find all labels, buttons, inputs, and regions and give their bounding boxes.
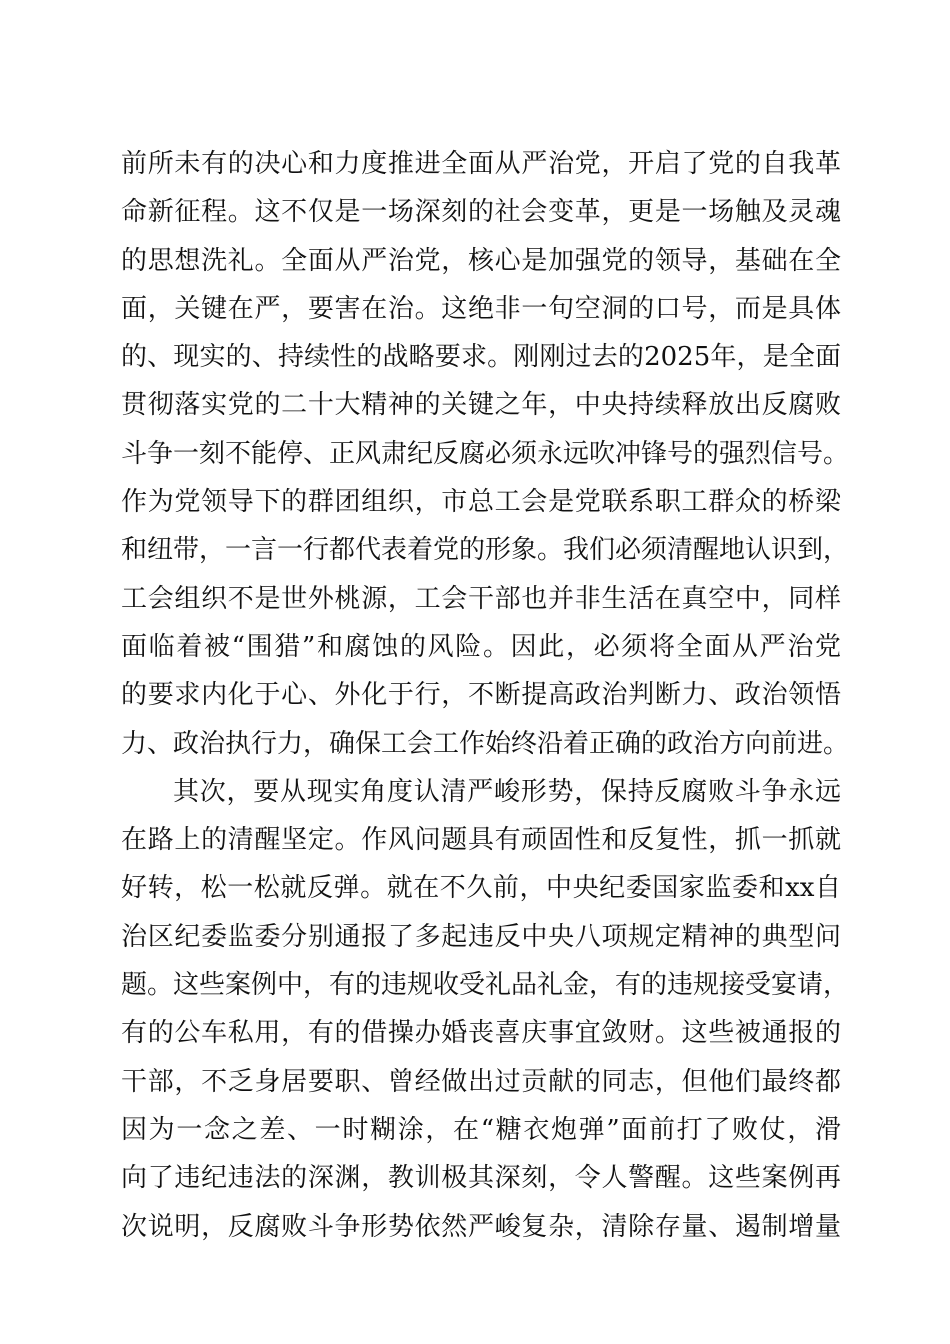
text-line: 干部，不乏身居要职、曾经做出过贡献的同志，但他们最终都	[121, 1066, 841, 1097]
text-line: 力、政治执行力，确保工会工作始终沿着正确的政治方向前进。	[121, 728, 850, 759]
text-line: 次说明，反腐败斗争形势依然严峻复杂，清除存量、遏制增量	[121, 1211, 841, 1242]
text-line: 工会组织不是世外桃源，工会干部也并非生活在真空中，同样	[121, 583, 841, 614]
text-line: 题。这些案例中，有的违规收受礼品礼金，有的违规接受宴请，	[121, 970, 850, 1001]
text-line: 的思想洗礼。全面从严治党，核心是加强党的领导，基础在全	[121, 245, 841, 276]
text-line: 命新征程。这不仅是一场深刻的社会变革，更是一场触及灵魂	[121, 197, 841, 228]
text-line: 因为一念之差、一时糊涂，在“糖衣炮弹”面前打了败仗，滑	[121, 1114, 841, 1145]
text-line: 前所未有的决心和力度推进全面从严治党，开启了党的自我革	[121, 149, 841, 179]
text-line: 其次，要从现实角度认清严峻形势，保持反腐败斗争永远	[173, 776, 841, 807]
text-line: 的、现实的、持续性的战略要求。刚刚过去的2025年，是全面	[121, 342, 841, 373]
text-line: 面临着被“围猎”和腐蚀的风险。因此，必须将全面从严治党	[121, 631, 841, 662]
text-line: 贯彻落实党的二十大精神的关键之年，中央持续释放出反腐败	[121, 390, 841, 421]
paragraph-2	[121, 768, 850, 1251]
text-line: 好转，松一松就反弹。就在不久前，中央纪委国家监委和xx自	[121, 873, 841, 904]
text-line: 作为党领导下的群团组织，市总工会是党联系职工群众的桥梁	[121, 487, 841, 518]
text-line: 面，关键在严，要害在治。这绝非一句空洞的口号，而是具体	[121, 293, 841, 324]
body-text	[121, 140, 850, 1251]
text-line: 治区纪委监委分别通报了多起违反中央八项规定精神的典型问	[121, 921, 841, 952]
paragraph-1	[121, 140, 850, 768]
text-line: 向了违纪违法的深渊，教训极其深刻，令人警醒。这些案例再	[121, 1163, 841, 1194]
text-line: 斗争一刻不能停、正风肃纪反腐必须永远吹冲锋号的强烈信号。	[121, 438, 850, 469]
text-line: 在路上的清醒坚定。作风问题具有顽固性和反复性，抓一抓就	[121, 825, 841, 856]
text-line: 的要求内化于心、外化于行，不断提高政治判断力、政治领悟	[121, 680, 841, 711]
text-line: 有的公车私用，有的借操办婚丧喜庆事宜敛财。这些被通报的	[121, 1018, 841, 1049]
text-line: 和纽带，一言一行都代表着党的形象。我们必须清醒地认识到，	[121, 535, 850, 566]
